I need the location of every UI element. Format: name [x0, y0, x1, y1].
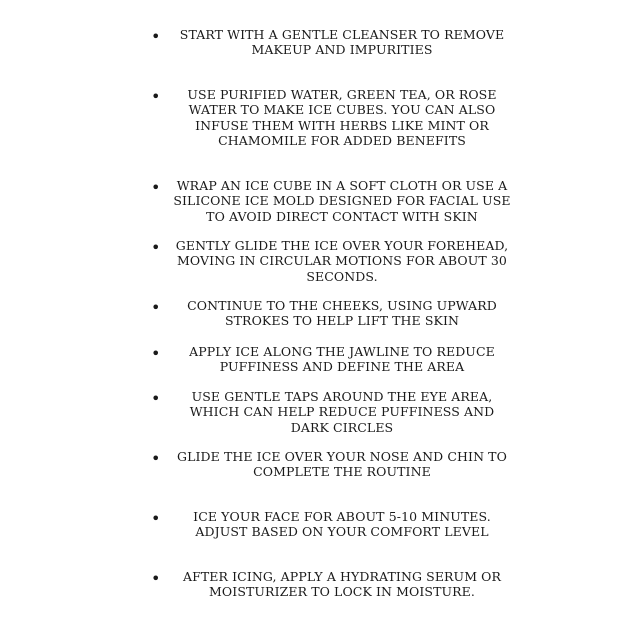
bullet-icon: •: [151, 449, 161, 468]
bullet-icon: •: [151, 569, 161, 588]
step-item-3: [145, 178, 515, 224]
step-item-8: [145, 449, 515, 480]
bullet-icon: •: [151, 87, 161, 106]
step-item-2: [145, 87, 515, 148]
step-item-6: [145, 344, 515, 375]
step-text: APPLY ICE ALONG THE JAWLINE TO REDUCE PUFFINESS AND DEFINE THE AREA: [189, 344, 495, 375]
step-text: ICE YOUR FACE FOR ABOUT 5-10 MINUTES. ADJUST BASED ON YOUR COMFORT LEVEL: [193, 509, 491, 540]
step-text: GENTLY GLIDE THE ICE OVER YOUR FOREHEAD, MOVING IN CIRCULAR MOTIONS FOR ABOUT 30 SECONDS.: [175, 238, 509, 284]
step-item-10: [145, 569, 515, 600]
bullet-icon: •: [151, 509, 161, 528]
step-text: USE PURIFIED WATER, GREEN TEA, OR ROSE WATER TO MAKE ICE CUBES. YOU CAN ALSO INFUSE THEM WITH HERBS LIKE MINT OR CHAMOMILE FOR ADDED BENEFITS: [187, 87, 497, 148]
bullet-icon: •: [151, 344, 161, 363]
step-item-7: [145, 389, 515, 435]
bullet-icon: •: [151, 389, 161, 408]
step-text: WRAP AN ICE CUBE IN A SOFT CLOTH OR USE A SILICONE ICE MOLD DESIGNED FOR FACIAL USE TO AVOID DIRECT CONTACT WITH SKIN: [173, 178, 511, 224]
step-item-5: [145, 298, 515, 329]
step-text: AFTER ICING, APPLY A HYDRATING SERUM OR MOISTURIZER TO LOCK IN MOISTURE.: [182, 569, 502, 600]
step-item-4: [145, 238, 515, 284]
step-item-1: [145, 27, 515, 58]
step-text: USE GENTLE TAPS AROUND THE EYE AREA, WHICH CAN HELP REDUCE PUFFINESS AND DARK CIRCLES: [189, 389, 495, 435]
bullet-icon: •: [151, 178, 161, 197]
step-text: GLIDE THE ICE OVER YOUR NOSE AND CHIN TO COMPLETE THE ROUTINE: [177, 449, 507, 480]
bullet-icon: •: [151, 238, 161, 257]
bullet-icon: •: [151, 27, 161, 46]
step-text: START WITH A GENTLE CLEANSER TO REMOVE MAKEUP AND IMPURITIES: [179, 27, 505, 58]
step-text: CONTINUE TO THE CHEEKS, USING UPWARD STROKES TO HELP LIFT THE SKIN: [187, 298, 497, 329]
step-item-9: [145, 509, 515, 540]
bullet-icon: •: [151, 298, 161, 317]
